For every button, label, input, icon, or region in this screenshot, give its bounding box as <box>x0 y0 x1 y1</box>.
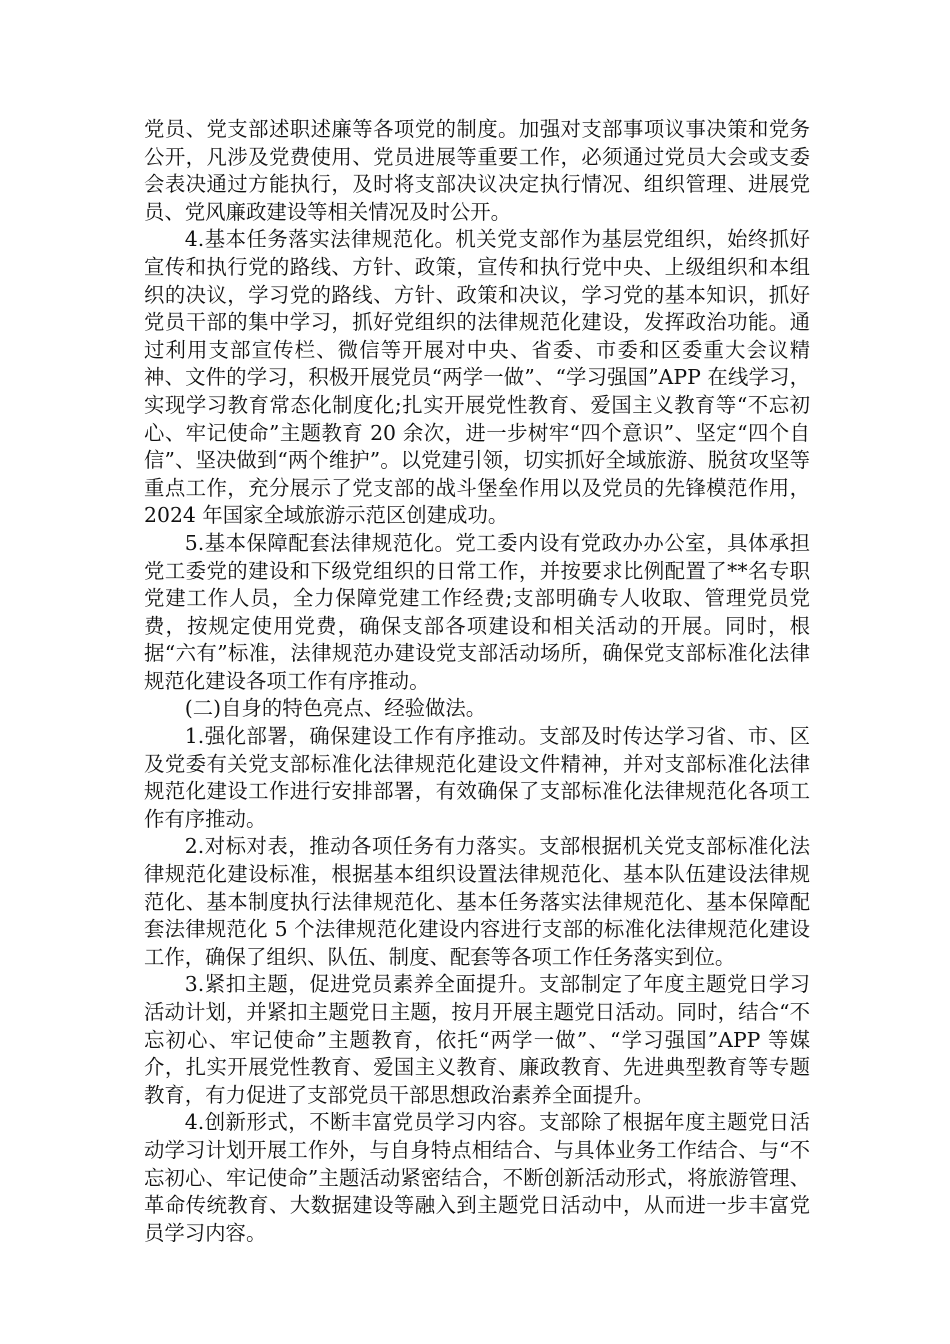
document-body <box>144 116 810 1247</box>
paragraph-highlight-4: 4.创新形式，不断丰富党员学习内容。支部除了根据年度主题党日活动学习计划开展工作外，与自身特点相结合、与具体业务工作结合、与“不忘初心、牢记使命”主题活动紧密结合，不断创新活动形式，将旅游管理、革命传统教育、大数据建设等融入到主题党日活动中，从而进一步丰富党员学习内容。 <box>144 1110 810 1245</box>
paragraph-item-4-tasks: 4.基本任务落实法律规范化。机关党支部作为基层党组织，始终抓好宣传和执行党的路线、方针、政策，宣传和执行党中央、上级组织和本组织的决议，学习党的路线、方针、政策和决议，学习党的基本知识，抓好党员干部的集中学习，抓好党组织的法律规范化建设，发挥政治功能。通过利用支部宣传栏、微信等开展对中央、省委、市委和区委重大会议精神、文件的学习，积极开展党员“两学一做”、“学习强国”APP 在线学习，实现学习教育常态化制度化;扎实开展党性教育、爱国主义教育等“不忘初心、牢记使命”主题教育 20 余次，进一步树牢“四个意识”、坚定“四个自信”、坚决做到“两个维护”。以党建引领，切实抓好全域旅游、脱贫攻坚等重点工作，充分展示了党支部的战斗堡垒作用以及党员的先锋模范作用，2024 年国家全域旅游示范区创建成功。 <box>144 227 810 528</box>
paragraph-highlight-1: 1.强化部署，确保建设工作有序推动。支部及时传达学习省、市、区及党委有关党支部标准化法律规范化建设文件精神，并对支部标准化法律规范化建设工作进行安排部署，有效确保了支部标准化法律规范化各项工作有序推动。 <box>144 724 810 831</box>
paragraph-continuation: 党员、党支部述职述廉等各项党的制度。加强对支部事项议事决策和党务公开，凡涉及党费使用、党员进展等重要工作，必须通过党员大会或支委会表决通过方能执行，及时将支部决议决定执行情况、组织管理、进展党员、党风廉政建设等相关情况及时公开。 <box>144 117 810 224</box>
paragraph-highlight-3: 3.紧扣主题，促进党员素养全面提升。支部制定了年度主题党日学习活动计划，并紧扣主题党日主题，按月开展主题党日活动。同时，结合“不忘初心、牢记使命”主题教育，依托“两学一做”、“学习强国”APP 等媒介，扎实开展党性教育、爱国主义教育、廉政教育、先进典型教育等专题教育，有力促进了支部党员干部思想政治素养全面提升。 <box>144 972 810 1107</box>
section-heading-highlights: (二)自身的特色亮点、经验做法。 <box>184 696 487 721</box>
paragraph-item-5-guarantee: 5.基本保障配套法律规范化。党工委内设有党政办办公室，具体承担党工委党的建设和下级党组织的日常工作，并按要求比例配置了**名专职党建工作人员，全力保障党建工作经费;支部明确专人收取、管理党员党费，按规定使用党费，确保支部各项建设和相关活动的开展。同时，根据“六有”标准，法律规范办建设党支部活动场所，确保党支部标准化法律规范化建设各项工作有序推动。 <box>144 530 810 693</box>
paragraph-highlight-2: 2.对标对表，推动各项任务有力落实。支部根据机关党支部标准化法律规范化建设标准，根据基本组织设置法律规范化、基本队伍建设法律规范化、基本制度执行法律规范化、基本任务落实法律规范化、基本保障配套法律规范化 5 个法律规范化建设内容进行支部的标准化法律规范化建设工作，确保了组织、队伍、制度、配套等各项工作任务落实到位。 <box>144 834 810 969</box>
